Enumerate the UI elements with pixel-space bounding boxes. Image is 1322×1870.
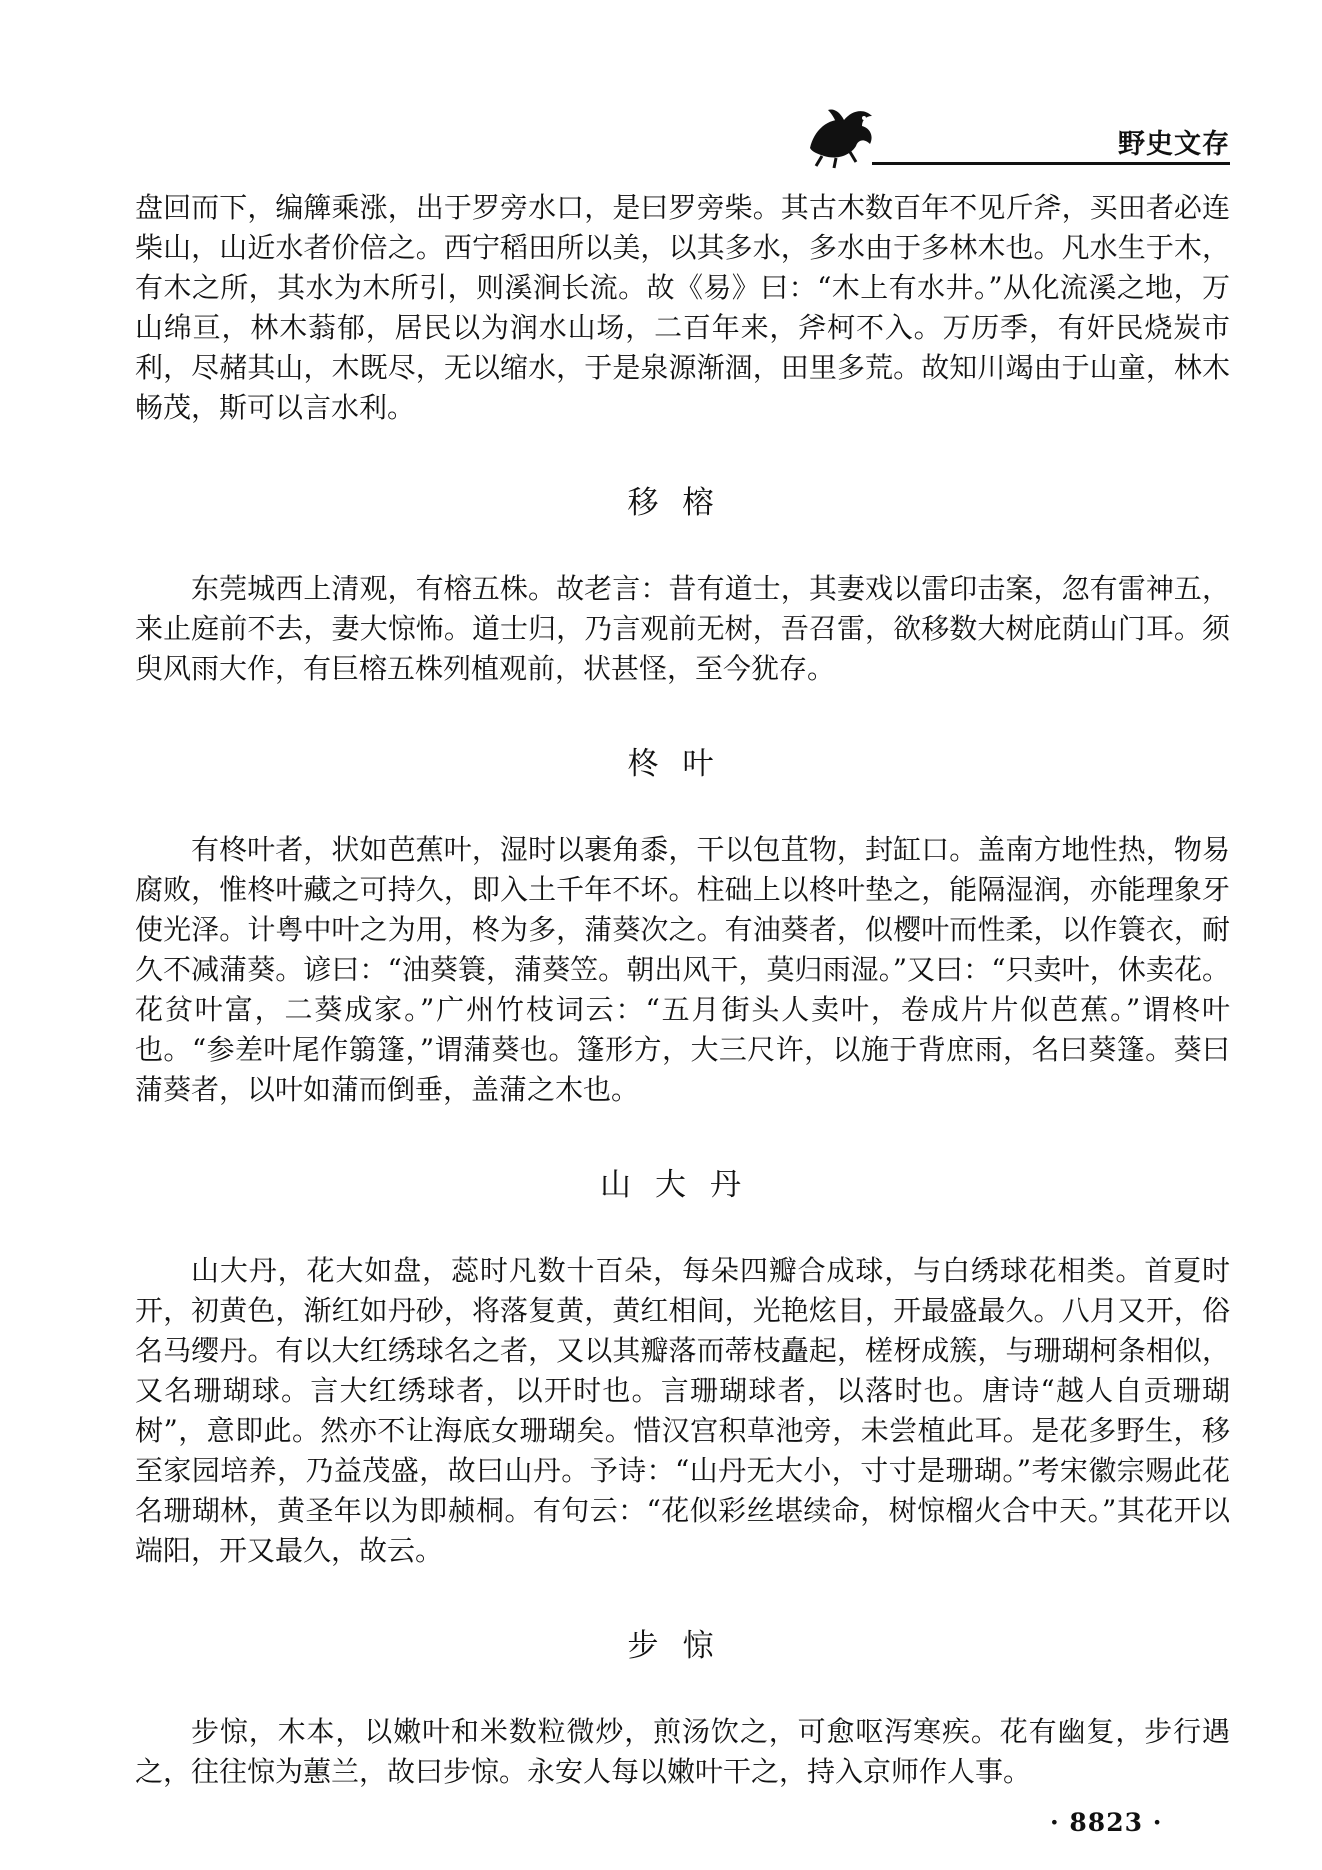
page-number: · 8823 · (1050, 1808, 1163, 1837)
paragraph: 步惊，木本，以嫩叶和米数粒微炒，煎汤饮之，可愈呕泻寒疾。花有幽复，步行遇之，往往惊为蕙兰，故曰步惊。永安人每以嫩叶干之，持入京师作人事。 (135, 1715, 1230, 1788)
section-heading: 步惊 (627, 1628, 738, 1664)
paragraph: 东莞城西上清观，有榕五株。故老言：昔有道士，其妻戏以雷印击案，忽有雷神五，来止庭前不去，妻大惊怖。道士归，乃言观前无树，吾召雷，欲移数大树庇荫山门耳。须臾风雨大作，有巨榕五株列植观前，状甚怪，至今犹存。 (135, 572, 1230, 685)
paragraph: 山大丹，花大如盘，蕊时凡数十百朵，每朵四瓣合成球，与白绣球花相类。首夏时开，初黄色，渐红如丹砂，将落复黄，黄红相间，光艳炫目，开最盛最久。八月又开，俗名马缨丹。有以大红绣球名之者，又以其瓣落而蒂枝矗起，槎枒成簇，与珊瑚柯条相似，又名珊瑚球。言大红绣球者，以开时也。言珊瑚球者，以落时也。唐诗“越人自贡珊瑚树”，意即此。然亦不让海底女珊瑚矣。惜汉宫积草池旁，未尝植此耳。是花多野生，移至家园培养，乃益茂盛，故曰山丹。予诗：“山丹无大小，寸寸是珊瑚。”考宋徽宗赐此花名珊瑚林，黄圣年以为即赪桐。有句云：“花似彩丝堪续命，树惊榴火合中天。”其花开以端阳，开又最久，故云。 (135, 1254, 1230, 1567)
header-rule (872, 162, 1230, 165)
dragon-logo-icon (800, 100, 890, 170)
section-heading: 移榕 (627, 485, 738, 521)
book-title: 野史文存 (1118, 129, 1230, 160)
paragraph: 盘回而下，编簰乘涨，出于罗旁水口，是曰罗旁柴。其古木数百年不见斤斧，买田者必连柴山，山近水者价倍之。西宁稻田所以美，以其多水，多水由于多林木也。凡水生于木，有木之所，其水为木所引，则溪涧长流。故《易》曰：“木上有水井。”从化流溪之地，万山绵亘，林木蓊郁，居民以为润水山场，二百年来，斧柯不入。万历季，有奸民烧炭市利，尽赭其山，木既尽，无以缩水，于是泉源渐涸，田里多荒。故知川竭由于山童，林木畅茂，斯可以言水利。 (135, 191, 1230, 424)
running-header (800, 100, 1230, 170)
page-body (135, 188, 1230, 1792)
paragraph: 有柊叶者，状如芭蕉叶，湿时以裹角黍，干以包苴物，封缸口。盖南方地性热，物易腐败，惟柊叶藏之可持久，即入土千年不坏。柱础上以柊叶垫之，能隔湿润，亦能理象牙使光泽。计粤中叶之为用，柊为多，蒲葵次之。有油葵者，似樱叶而性柔，以作簑衣，耐久不减蒲葵。谚曰：“油葵簑，蒲葵笠。朝出风干，莫归雨湿。”又曰：“只卖叶，休卖花。花贫叶富，二葵成家。”广州竹枝词云：“五月街头人卖叶，卷成片片似芭蕉。”谓柊叶也。“参差叶尾作篛篷，”谓蒲葵也。篷形方，大三尺许，以施于背庶雨，名曰葵篷。葵曰蒲葵者，以叶如蒲而倒垂，盖蒲之木也。 (135, 833, 1230, 1106)
section-heading: 山大丹 (600, 1167, 765, 1203)
section-heading: 柊叶 (627, 746, 738, 782)
